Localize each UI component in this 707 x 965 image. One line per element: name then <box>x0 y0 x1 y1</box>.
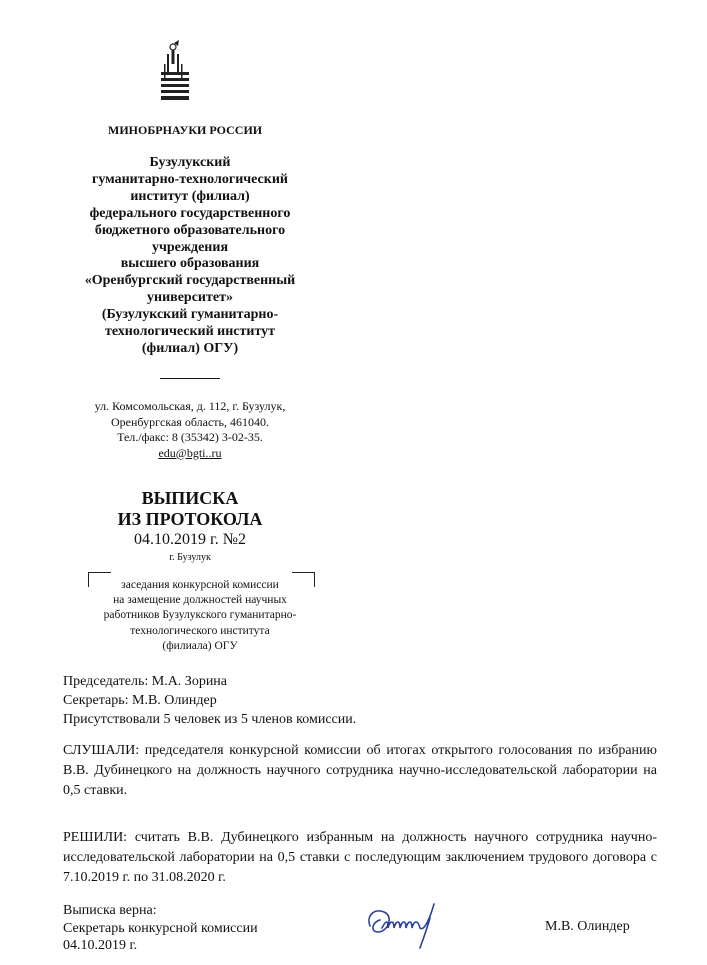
decided-paragraph: РЕШИЛИ: считать В.В. Дубинецкого избранным на должность научного сотрудника научно-исследовательской лаборатории на 0,5 ставки с последующим заключением трудового договора с 7.10.2019 г. по 31.08.2020 г. <box>63 830 657 885</box>
handwritten-signature-icon <box>364 898 446 950</box>
secretary-line: Секретарь: М.В. Олиндер <box>63 693 217 708</box>
certified-label: Выписка верна: <box>63 903 157 918</box>
address-block <box>60 399 320 461</box>
org-line: Бузулукский <box>149 155 231 170</box>
address-line: Оренбургская область, 461040. <box>111 414 269 429</box>
title-line: ИЗ ПРОТОКОЛА <box>117 509 263 529</box>
subject-line: заседания конкурсной комиссии <box>121 579 279 591</box>
org-line: гуманитарно-технологический <box>92 171 288 187</box>
subject-line: технологического института <box>130 624 270 637</box>
ministry-name: МИНОБРНАУКИ РОССИИ <box>108 123 263 137</box>
org-line: университет» <box>147 290 233 306</box>
document-subject <box>75 578 325 654</box>
address-line: ул. Комсомольская, д. 112, г. Бузулук, <box>94 399 286 413</box>
org-line: бюджетного образовательного <box>94 222 286 238</box>
title-line: ВЫПИСКА <box>141 488 239 508</box>
organization-block <box>70 155 310 358</box>
heard-paragraph: СЛУШАЛИ: председателя конкурсной комиссии об итогах открытого голосования по избранию В.В. Дубинецкого на должность научного сотрудника научно-исследовательской лаборатории на 0,5 ставки. <box>63 743 657 798</box>
address-line: Тел./факс: 8 (35342) 3-02-35. <box>117 430 263 444</box>
attendance-block <box>63 672 356 729</box>
subject-line: на замещение должностей научных <box>113 594 287 607</box>
org-line: высшего образования <box>120 256 260 272</box>
secretary-role: Секретарь конкурсной комиссии <box>63 920 258 936</box>
document-date-number: 04.10.2019 г. №2 <box>133 531 247 548</box>
header-divider <box>160 378 220 379</box>
org-line: институт (филиал) <box>130 188 250 204</box>
org-line: учреждения <box>151 239 229 255</box>
subject-line: (филиала) ОГУ <box>162 639 238 652</box>
present-line: Присутствовали 5 человек из 5 членов комиссии. <box>63 712 357 727</box>
org-line: (Бузулукский гуманитарно- <box>101 307 279 323</box>
org-line: (филиал) ОГУ) <box>141 340 239 356</box>
signature-date: 04.10.2019 г. <box>63 938 138 953</box>
document-city: г. Бузулук <box>169 552 211 563</box>
org-line: «Оренбургский государственный <box>84 273 296 289</box>
secretary-name: М.В. Олиндер <box>545 919 630 934</box>
chair-line: Председатель: М.А. Зорина <box>63 674 228 689</box>
document-title <box>70 488 310 530</box>
org-line: федерального государственного <box>89 205 291 221</box>
org-line: технологический институт <box>104 324 276 340</box>
signature-block <box>63 902 258 955</box>
email-link[interactable]: edu@bgti..ru <box>158 445 222 460</box>
subject-line: работников Бузулукского гуманитарно- <box>103 609 297 622</box>
university-emblem-icon <box>160 40 190 102</box>
